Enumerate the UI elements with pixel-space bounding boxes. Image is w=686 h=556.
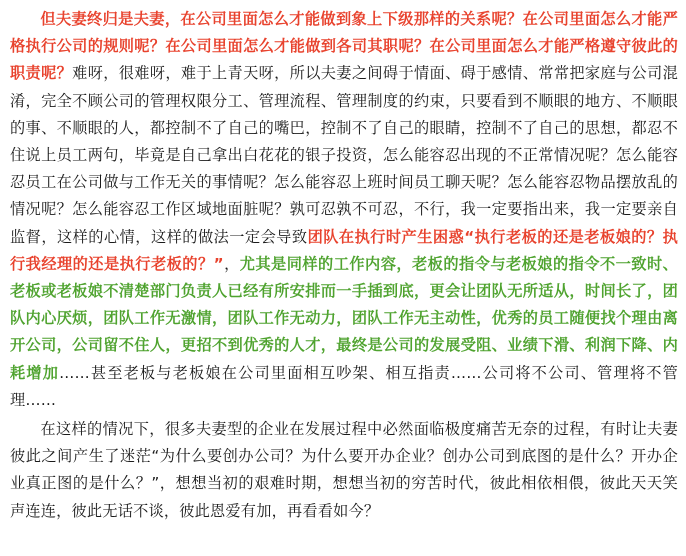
body-text-3: 在这样的情况下，很多夫妻型的企业在发展过程中必然面临极度痛苦无奈的过程，有时让夫妻彼此之间产生了迷茫“为什么要创办公司？为什么要开办企业？创办公司到底图的是什么？开办企业真正图的是什么？”，想想当初的艰难时期，想想当初的穷苦时代，彼此相依相偎，彼此天天笑声连连，彼此无话不谈，彼此恩爱有加，再看看如今？ <box>10 420 678 520</box>
body-comma: ， <box>223 254 240 273</box>
red-emphasis-questions: 但夫妻终归是夫妻，在公司里面怎么才能做到象上下级那样的关系呢？在公司里面怎么才能严格执行公司的规则呢？在公司里面怎么才能做到各司其职呢？在公司里面怎么才能严格遵守彼此的职责呢？ <box>10 10 678 83</box>
body-text-1: 难呀，很难呀，难于上青天呀，所以夫妻之间碍于情面、碍于感情、常常把家庭与公司混淆，完全不顾公司的管理权限分工、管理流程、管理制度的约束，只要看到不顺眼的地方、不顺眼的事、不顺眼的人，都控制不了自己的嘴巴，控制不了自己的眼睛，控制不了自己的思想，都忍不住说上员工两句，毕竟是自己拿出白花花的银子投资，怎么能容忍出现的不正常情况呢？怎么能容忍员工在公司做与工作无关的事情呢？怎么能容忍上班时间员工聊天呢？怎么能容忍物品摆放乱的情况呢？怎么能容忍工作区域地面脏呢？孰可忍孰不可忍，不行，我一定要指出来，我一定要亲自监督，这样的心情，这样的做法一定会导致 <box>10 64 678 246</box>
paragraph-1 <box>10 6 678 414</box>
body-text-2: ……甚至老板与老板娘在公司里面相互吵架、相互指责……公司将不公司、管理将不管理…… <box>10 363 678 409</box>
red-emphasis-confusion: 团队在执行时产生困惑“执行老板的还是老板娘的？执行我经理的还是执行老板的？” <box>10 227 678 273</box>
article-body <box>10 6 678 525</box>
paragraph-2 <box>10 416 678 525</box>
green-emphasis-consequences: 尤其是同样的工作内容，老板的指令与老板娘的指令不一致时、老板或老板娘不清楚部门负责人已经有所安排而一手插到底，更会让团队无所适从，时间长了，团队内心厌烦，团队工作无激情，团队工作无动力，团队工作无主动性，优秀的员工随便找个理由离开公司，公司留不住人，更招不到优秀的人才，最终是公司的发展受阻、业绩下滑、利润下降、内耗增加 <box>10 254 678 382</box>
